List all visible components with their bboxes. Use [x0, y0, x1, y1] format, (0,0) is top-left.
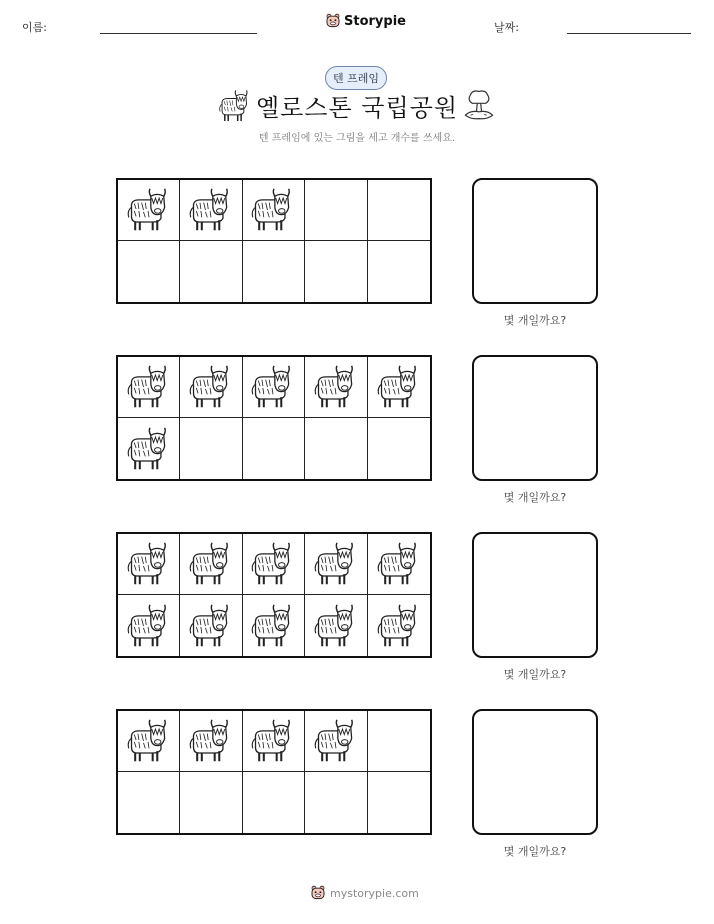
highland-cow-icon — [376, 364, 422, 410]
frame-cell — [118, 418, 180, 479]
highland-cow-icon — [188, 603, 234, 649]
frame-cell — [305, 534, 367, 595]
frame-cell — [368, 180, 430, 241]
highland-cow-icon — [313, 364, 359, 410]
frame-cell — [180, 711, 242, 772]
frame-cell — [118, 711, 180, 772]
frame-cell — [118, 357, 180, 418]
highland-cow-icon — [188, 718, 234, 764]
highland-cow-icon — [250, 364, 296, 410]
storypie-mascot-icon — [310, 885, 326, 901]
frame-cell — [243, 180, 305, 241]
highland-cow-icon — [250, 187, 296, 233]
frame-cell — [243, 711, 305, 772]
highland-cow-icon — [126, 426, 172, 472]
frame-cell — [118, 772, 180, 833]
frame-cell — [118, 180, 180, 241]
frame-cell — [243, 357, 305, 418]
frame-cell — [305, 357, 367, 418]
highland-cow-icon — [126, 187, 172, 233]
frame-cell — [368, 772, 430, 833]
frame-cell — [305, 772, 367, 833]
page-title: 옐로스톤 국립공원 — [255, 94, 459, 122]
ten-frame-4 — [116, 709, 432, 835]
highland-cow-icon — [250, 718, 296, 764]
question-4: 몇 개일까요? — [503, 845, 567, 858]
frame-cell — [305, 241, 367, 302]
frame-cell — [368, 595, 430, 656]
frame-cell — [180, 772, 242, 833]
frame-cell — [368, 357, 430, 418]
answer-box-4[interactable] — [472, 709, 598, 835]
highland-cow-icon — [126, 603, 172, 649]
brand-name: Storypie — [344, 13, 406, 29]
name-label: 이름: — [22, 21, 47, 34]
date-line[interactable] — [567, 33, 691, 34]
answer-box-1[interactable] — [472, 178, 598, 304]
frame-cell — [243, 534, 305, 595]
highland-cow-icon — [376, 541, 422, 587]
brand-logo — [325, 13, 406, 29]
question-1: 몇 개일까요? — [503, 314, 567, 327]
frame-cell — [305, 180, 367, 241]
frame-cell — [243, 772, 305, 833]
frame-cell — [243, 241, 305, 302]
storypie-mascot-icon — [325, 13, 341, 29]
ten-frame-3 — [116, 532, 432, 658]
frame-cell — [368, 711, 430, 772]
frame-cell — [305, 418, 367, 479]
frame-cell — [180, 595, 242, 656]
frame-cell — [305, 711, 367, 772]
highland-cow-icon — [313, 718, 359, 764]
frame-cell — [118, 534, 180, 595]
frame-cell — [243, 418, 305, 479]
highland-cow-icon — [126, 541, 172, 587]
frame-cell — [368, 241, 430, 302]
highland-cow-icon — [188, 364, 234, 410]
question-2: 몇 개일까요? — [503, 491, 567, 504]
name-line[interactable] — [100, 33, 257, 34]
highland-cow-icon — [188, 541, 234, 587]
frame-cell — [368, 534, 430, 595]
footer — [310, 885, 419, 901]
frame-cell — [180, 418, 242, 479]
frame-cell — [368, 418, 430, 479]
highland-cow-icon — [126, 364, 172, 410]
footer-url[interactable]: mystorypie.com — [330, 886, 419, 900]
date-label: 날짜: — [494, 21, 519, 34]
frame-cell — [180, 241, 242, 302]
highland-cow-icon — [188, 187, 234, 233]
frame-cell — [118, 595, 180, 656]
highland-cow-icon — [250, 541, 296, 587]
frame-cell — [305, 595, 367, 656]
frame-cell — [180, 357, 242, 418]
highland-cow-icon — [313, 541, 359, 587]
ten-frame-1 — [116, 178, 432, 304]
frame-cell — [243, 595, 305, 656]
geyser-icon — [462, 88, 496, 122]
frame-cell — [118, 241, 180, 302]
frame-cell — [180, 180, 242, 241]
answer-box-2[interactable] — [472, 355, 598, 481]
highland-cow-icon — [126, 718, 172, 764]
highland-cow-icon — [250, 603, 296, 649]
topic-badge: 텐 프레임 — [325, 66, 387, 90]
question-3: 몇 개일까요? — [503, 668, 567, 681]
frame-cell — [180, 534, 242, 595]
highland-cow-icon — [313, 603, 359, 649]
answer-box-3[interactable] — [472, 532, 598, 658]
instructions: 텐 프레임에 있는 그림을 세고 개수를 쓰세요. — [258, 133, 456, 144]
highland-cow-icon — [376, 603, 422, 649]
ten-frame-2 — [116, 355, 432, 481]
